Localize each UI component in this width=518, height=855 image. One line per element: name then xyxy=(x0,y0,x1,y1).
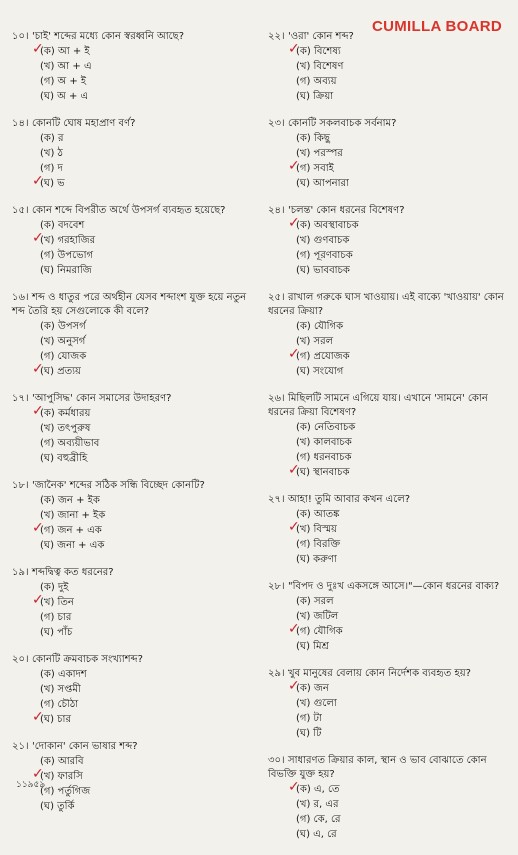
question-text xyxy=(12,740,262,754)
question-text xyxy=(268,754,512,782)
answer-option-marked: ✓ (ক) জন xyxy=(268,681,512,696)
answer-option: (ঘ) সংযোগ xyxy=(296,366,344,377)
question xyxy=(268,204,512,278)
question-text xyxy=(12,204,262,218)
answer-option: (ঘ) ভাববাচক xyxy=(296,265,350,276)
answer-option: (ঘ) তুর্কি xyxy=(40,801,75,812)
answer-option-marked: ✓ (ক) এ, তে xyxy=(268,782,512,797)
answer-option: (খ) গুণবাচক xyxy=(296,235,350,246)
question-number: ২৭। xyxy=(268,494,285,505)
question-number: ১৬। xyxy=(12,292,29,303)
answer-option: (গ) কে, রে xyxy=(296,814,341,825)
question-text xyxy=(12,117,262,131)
answer-option: (খ) সরল xyxy=(296,336,334,347)
answer-option: (খ) র, এর xyxy=(296,799,339,810)
question-number: ১৭। xyxy=(12,393,29,404)
question xyxy=(268,392,512,480)
answer-option-marked: ✓ (ঘ) ভ xyxy=(12,176,262,191)
question-number: ২৩। xyxy=(268,118,285,129)
question-stem: 'জানৈক' শব্দের সঠিক সন্ধি বিচ্ছেদ কোনটি? xyxy=(32,480,205,491)
question-number: ৩০। xyxy=(268,755,285,766)
question-text xyxy=(12,479,262,493)
answer-option-marked: ✓ (খ) বিস্ময় xyxy=(268,522,512,537)
answer-option: (খ) অনুসর্গ xyxy=(40,336,86,347)
answer-option-marked: ✓ (গ) জন + এক xyxy=(12,523,262,538)
answer-option-marked: ✓ (খ) ফারসি xyxy=(12,769,262,784)
question-number: ১৪। xyxy=(12,118,29,129)
question-text xyxy=(268,204,512,218)
question-stem: মিছিলটি সামনে এগিয়ে যায়। এখানে 'সামনে' কোন ধরনের ক্রিয়া বিশেষণ? xyxy=(268,393,488,418)
answer-option: (ঘ) ক্রিয়া xyxy=(296,91,334,102)
right-column xyxy=(268,30,512,855)
question-stem: 'আপুসিদ্ধ' কোন সমাসের উদাহরণ? xyxy=(32,393,172,404)
question-number: ২৬। xyxy=(268,393,285,404)
answer-option: (ঘ) এ, রে xyxy=(296,829,337,840)
answer-option: (খ) ঠ xyxy=(40,148,63,159)
question-text xyxy=(268,580,512,594)
question xyxy=(268,493,512,567)
question xyxy=(268,580,512,654)
question-text xyxy=(268,291,512,319)
answer-option: (ক) আতঙ্ক xyxy=(296,509,340,520)
answer-option: (খ) বিশেষণ xyxy=(296,61,344,72)
question-number: ২৮। xyxy=(268,581,285,592)
answer-option: (ঘ) আপনারা xyxy=(296,178,349,189)
question-number: ২০। xyxy=(12,654,29,665)
answer-option: (খ) আ + এ xyxy=(40,61,92,72)
answer-option: (গ) বিরক্তি xyxy=(296,539,341,550)
question-stem: 'দোকান' কোন ভাষার শব্দ? xyxy=(32,741,138,752)
answer-option: (ক) বদবেশ xyxy=(40,220,85,231)
answer-option: (গ) যোজক xyxy=(40,351,87,362)
question-number: ২৯। xyxy=(268,668,285,679)
question xyxy=(12,566,262,640)
answer-option: (ক) নেতিবাচক xyxy=(296,422,356,433)
answer-option-marked: ✓ (ক) বিশেষ্য xyxy=(268,44,512,59)
question xyxy=(12,740,262,814)
question-number: ১৫। xyxy=(12,205,29,216)
answer-option: (খ) সপ্তমী xyxy=(40,684,81,695)
answer-option: (গ) পূরণবাচক xyxy=(296,250,353,261)
answer-option: (ঘ) নিমরাজি xyxy=(40,265,92,276)
question xyxy=(268,754,512,842)
answer-option: (ক) যৌগিক xyxy=(296,321,344,332)
question-stem: শব্দদ্বিত্ব কত ধরনের? xyxy=(32,567,114,578)
question-stem: শব্দ ও ধাতুর পরে অর্থহীন যেসব শব্দাংশ যুক্ত হয়ে নতুন শব্দ তৈরি হয় সেগুলোকে কী বলে? xyxy=(12,292,247,317)
question-text xyxy=(268,392,512,420)
question xyxy=(268,117,512,191)
answer-option: (ক) সরল xyxy=(296,596,334,607)
question-number: ২১। xyxy=(12,741,29,752)
answer-option: (খ) পরস্পর xyxy=(296,148,343,159)
answer-option: (ক) আরবি xyxy=(40,756,84,767)
question xyxy=(268,291,512,379)
answer-option-marked: ✓ (খ) গরহাজির xyxy=(12,233,262,248)
question-number: ২৪। xyxy=(268,205,285,216)
answer-option-marked: ✓ (খ) তিন xyxy=(12,595,262,610)
answer-option: (ঘ) মিশ্র xyxy=(296,641,329,652)
answer-option-marked: ✓ (ঘ) প্রত্যয় xyxy=(12,364,262,379)
question-stem: কোনটি ঘোষ মহাপ্রাণ বর্ণ? xyxy=(32,118,136,129)
left-column xyxy=(12,30,262,827)
answer-option: (খ) কালবাচক xyxy=(296,437,352,448)
question-number: ১০। xyxy=(12,31,29,42)
question-text xyxy=(12,291,262,319)
question-number: ১৯। xyxy=(12,567,29,578)
question xyxy=(268,30,512,104)
question xyxy=(12,204,262,278)
answer-option: (ক) উপসর্গ xyxy=(40,321,86,332)
answer-option: (গ) দ xyxy=(40,163,63,174)
page-code: ১১৯৫৯ xyxy=(16,780,46,790)
question-stem: কোন শব্দে বিপরীত অর্থে উপসর্গ ব্যবহৃত হয়েছে? xyxy=(32,205,226,216)
question-stem: কোনটি সকলবাচক সর্বনাম? xyxy=(288,118,397,129)
question xyxy=(12,392,262,466)
question-text xyxy=(268,30,512,44)
answer-option: (গ) অব্যয়ীভাব xyxy=(40,438,100,449)
question-stem: রাখাল গরুকে ঘাস খাওয়ায়। এই বাক্যে 'খাওয়ায়' কোন ধরনের ক্রিয়া? xyxy=(268,292,504,317)
question-stem: সাধারণত ক্রিয়ার কাল, স্থান ও ভাব বোঝাতে কোন বিভক্তি যুক্ত হয়? xyxy=(268,755,487,780)
answer-option: (খ) জানা + ইক xyxy=(40,510,106,521)
answer-option-marked: ✓ (ক) অবস্থাবাচক xyxy=(268,218,512,233)
answer-option: (ঘ) অ + এ xyxy=(40,91,89,102)
question-stem: খুব মানুষের বেলায় কোন নির্দেশক ব্যবহৃত হয়? xyxy=(288,668,471,679)
answer-option: (গ) চার xyxy=(40,612,72,623)
answer-option: (ঘ) টি xyxy=(296,728,322,739)
question-stem: কোনটি ক্রমবাচক সংখ্যাশব্দ? xyxy=(32,654,143,665)
answer-option: (গ) চৌঠা xyxy=(40,699,79,710)
answer-option: (খ) জটিল xyxy=(296,611,339,622)
answer-option: (ঘ) পাঁচ xyxy=(40,627,73,638)
answer-option: (গ) ধরনবাচক xyxy=(296,452,352,463)
answer-option: (ক) র xyxy=(40,133,64,144)
question-text xyxy=(12,392,262,406)
question-stem: 'চলন্ত' কোন ধরনের বিশেষণ? xyxy=(288,205,405,216)
question xyxy=(12,117,262,191)
answer-option-marked: ✓ (ক) কর্মধারয় xyxy=(12,406,262,421)
answer-option: (খ) গুলো xyxy=(296,698,337,709)
question xyxy=(12,653,262,727)
answer-option: (ঘ) করুণা xyxy=(296,554,337,565)
answer-option: (ঘ) জনা + এক xyxy=(40,540,105,551)
board-label: CUMILLA BOARD xyxy=(372,18,502,35)
question-text xyxy=(12,653,262,667)
answer-option: (গ) পর্তুগিজ xyxy=(40,786,91,797)
question-stem: "বিপদ ও দুঃখ একসঙ্গে আসে।"—কোন ধরনের বাক্য? xyxy=(288,581,500,592)
question-text xyxy=(268,117,512,131)
answer-option-marked: ✓ (গ) সবাই xyxy=(268,161,512,176)
question xyxy=(12,479,262,553)
answer-option-marked: ✓ (ক) আ + ই xyxy=(12,44,262,59)
answer-option: (ক) জন + ইক xyxy=(40,495,100,506)
question-text xyxy=(12,566,262,580)
question-text xyxy=(12,30,262,44)
answer-option: (খ) তৎপুরুষ xyxy=(40,423,91,434)
question-text xyxy=(268,493,512,507)
answer-option: (গ) অব্যয় xyxy=(296,76,337,87)
answer-option: (গ) টা xyxy=(296,713,322,724)
answer-option: (গ) উপভোগ xyxy=(40,250,94,261)
answer-option-marked: ✓ (গ) প্রযোজক xyxy=(268,349,512,364)
answer-option: (ক) কিছু xyxy=(296,133,330,144)
question-text xyxy=(268,667,512,681)
answer-option: (ক) একাদশ xyxy=(40,669,87,680)
question-stem: আহা! তুমি আবার কখন এলে? xyxy=(288,494,411,505)
answer-option-marked: ✓ (গ) যৌগিক xyxy=(268,624,512,639)
answer-option-marked: ✓ (ঘ) চার xyxy=(12,712,262,727)
question-number: ২২। xyxy=(268,31,285,42)
question xyxy=(268,667,512,741)
question-number: ২৫। xyxy=(268,292,285,303)
answer-option: (ঘ) বহুব্রীহি xyxy=(40,453,88,464)
answer-option-marked: ✓ (ঘ) স্থানবাচক xyxy=(268,465,512,480)
question-number: ১৮। xyxy=(12,480,29,491)
question-stem: 'চাই' শব্দের মধ্যে কোন স্বরধ্বনি আছে? xyxy=(32,31,185,42)
answer-option: (গ) অ + ই xyxy=(40,76,87,87)
question xyxy=(12,30,262,104)
question-stem: 'ওরা' কোন শব্দ? xyxy=(288,31,354,42)
question xyxy=(12,291,262,379)
answer-option: (ক) দুই xyxy=(40,582,69,593)
